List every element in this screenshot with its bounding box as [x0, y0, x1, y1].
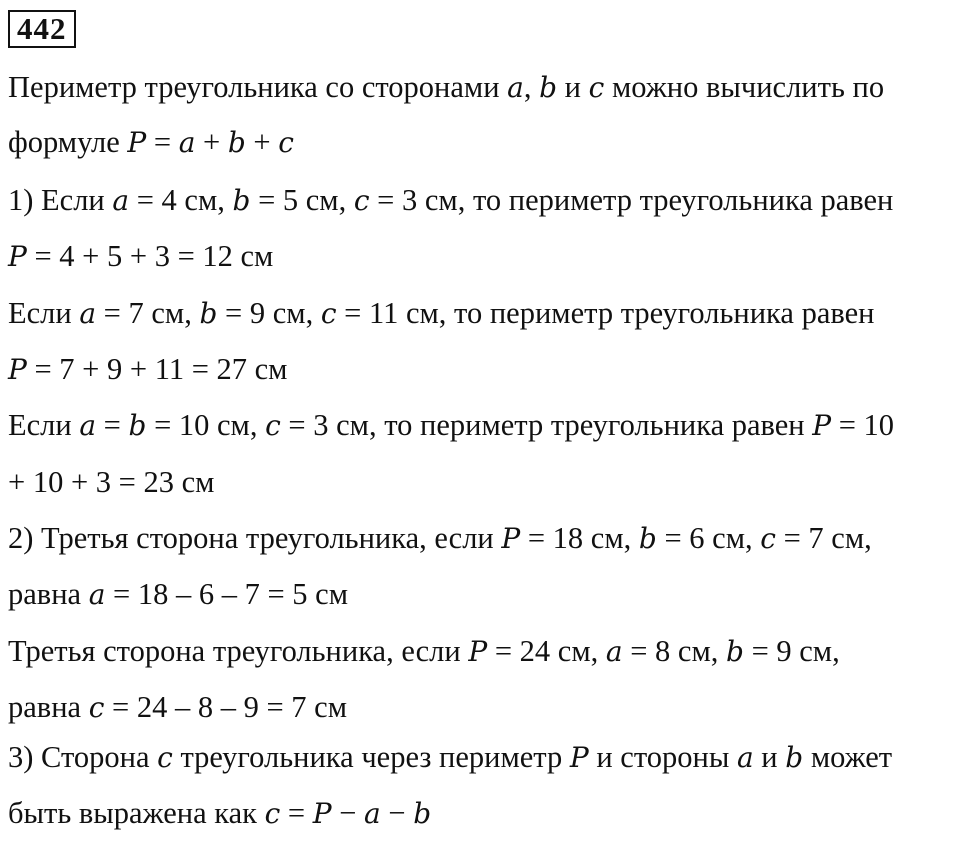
variable: a: [79, 297, 97, 330]
text-line-7: [8, 405, 894, 446]
variable: b: [785, 741, 804, 774]
text-segment: = 18 см,: [520, 521, 639, 555]
text-segment: = 4 см,: [129, 183, 233, 217]
text-segment: 2) Третья сторона треугольника, если: [8, 521, 502, 555]
text-segment: = 7 см,: [96, 296, 200, 330]
text-segment: Если: [8, 408, 80, 442]
variable: P: [312, 797, 332, 830]
text-segment: Если: [8, 296, 80, 330]
variable: c: [264, 797, 281, 830]
text-segment: = 5 см,: [250, 183, 354, 217]
variable: c: [157, 741, 173, 774]
variable: b: [128, 409, 147, 442]
variable: b: [638, 522, 657, 555]
variable: a: [88, 578, 106, 611]
text-segment: = 8 см,: [622, 634, 726, 668]
variable: c: [588, 71, 605, 104]
variable: c: [353, 184, 370, 217]
text-segment: = 3 см, то периметр треугольника равен: [280, 408, 813, 442]
text-line-11: [8, 631, 840, 672]
text-line-5: [8, 293, 874, 334]
text-segment: = 11 см, то периметр треугольника равен: [336, 296, 875, 330]
text-segment: +: [195, 125, 228, 159]
text-line-6: [8, 349, 287, 390]
text-segment: = 6 см,: [656, 521, 761, 555]
text-segment: = 18 – 6 – 7 = 5 см: [105, 577, 349, 611]
text-line-1: [8, 67, 884, 108]
variable: P: [8, 353, 27, 386]
variable: b: [199, 297, 218, 330]
text-segment: формуле: [8, 125, 128, 159]
text-line-8: [8, 462, 214, 502]
text-segment: = 7 + 9 + 11 = 27 см: [26, 352, 288, 386]
variable: c: [278, 126, 294, 159]
variable: P: [812, 409, 832, 442]
text-line-9: [8, 518, 872, 559]
variable: a: [507, 71, 524, 104]
text-segment: + 10 + 3 = 23 см: [8, 465, 215, 499]
text-segment: = 9 см,: [217, 296, 321, 330]
text-segment: 3) Сторона: [8, 740, 158, 774]
text-segment: =: [146, 125, 179, 159]
text-line-12: [8, 687, 347, 728]
variable: a: [79, 409, 97, 442]
text-line-4: [8, 236, 273, 277]
text-segment: = 7 см,: [775, 521, 872, 555]
variable: a: [736, 741, 754, 774]
text-segment: и: [753, 740, 786, 774]
text-segment: = 10 см,: [146, 408, 266, 442]
text-segment: быть выражена как: [8, 796, 265, 830]
variable: c: [265, 409, 281, 442]
text-segment: = 3 см, то периметр треугольника равен: [369, 183, 894, 217]
variable: b: [227, 126, 246, 159]
text-segment: = 24 – 8 – 9 = 7 см: [104, 690, 347, 724]
text-line-3: [8, 180, 893, 221]
text-segment: равна: [8, 577, 89, 611]
text-segment: Третья сторона треугольника, если: [8, 634, 469, 668]
variable: a: [605, 635, 623, 668]
text-segment: равна: [8, 690, 89, 724]
variable: c: [760, 522, 776, 555]
text-segment: ,: [523, 70, 540, 104]
text-segment: Периметр треугольника со сторонами: [8, 70, 508, 104]
variable: P: [468, 635, 488, 668]
variable: c: [88, 691, 105, 724]
variable: b: [726, 635, 744, 668]
text-segment: = 4 + 5 + 3 = 12 см: [26, 239, 274, 273]
text-segment: −: [380, 796, 414, 830]
variable: a: [178, 126, 196, 159]
text-segment: и: [557, 70, 589, 104]
variable: P: [501, 522, 521, 555]
variable: a: [112, 184, 130, 217]
text-line-10: [8, 574, 348, 615]
text-segment: = 9 см,: [743, 634, 840, 668]
text-segment: +: [245, 125, 279, 159]
text-segment: = 24 см,: [487, 634, 606, 668]
text-segment: 1) Если: [8, 183, 113, 217]
variable: P: [569, 741, 589, 774]
text-line-2: [8, 122, 294, 163]
text-line-13: [8, 737, 892, 778]
variable: P: [127, 126, 147, 159]
variable: c: [320, 297, 337, 330]
text-segment: может: [803, 740, 893, 774]
variable: b: [413, 797, 432, 830]
text-segment: =: [280, 796, 313, 830]
task-number-box: 442: [8, 10, 76, 48]
text-segment: = 10: [831, 408, 895, 442]
text-segment: =: [96, 408, 129, 442]
variable: b: [539, 71, 558, 104]
text-segment: можно вычислить по: [604, 70, 885, 104]
text-segment: треугольника через периметр: [172, 740, 570, 774]
text-segment: и стороны: [588, 740, 737, 774]
variable: P: [8, 240, 27, 273]
text-line-14: [8, 793, 431, 834]
variable: b: [232, 184, 251, 217]
text-segment: −: [331, 796, 365, 830]
variable: a: [364, 797, 381, 830]
